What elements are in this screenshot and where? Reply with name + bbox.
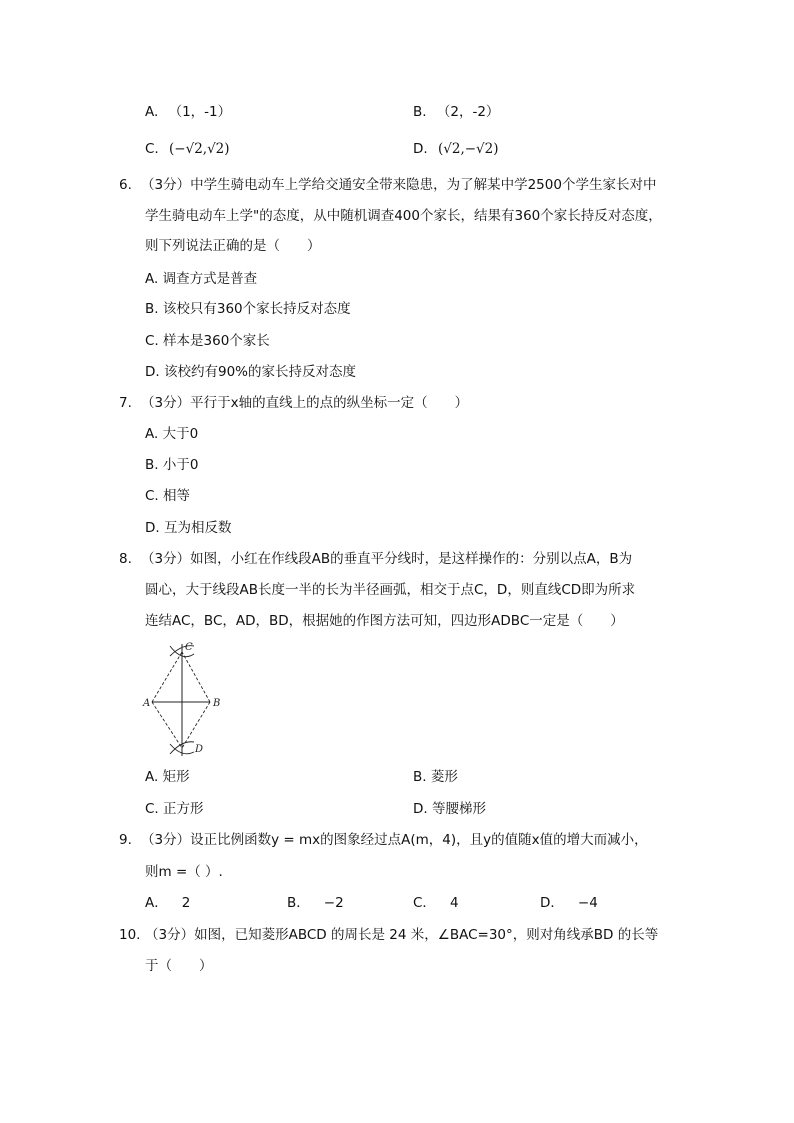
q8-stem-1: 如图，小红在作线段AB的垂直平分线时，是这样操作的：分别以点A，B为 <box>190 551 633 567</box>
q6-line-1 <box>119 175 656 195</box>
q5-option-c-math: (−√2,√2) <box>169 141 230 157</box>
q5-option-d-math: (√2,−√2) <box>437 141 499 157</box>
q10-number: 10. <box>119 927 141 943</box>
q9-option-c: C． 4 <box>413 895 459 911</box>
q9-stem-1: 设正比例函数y = mx的图象经过点A(m，4)，且y的值随x值的增大而减小， <box>190 832 648 848</box>
q7-option-d: D. 互为相反数 <box>145 520 232 536</box>
q10-stem-1: 如图，已知菱形ABCD 的周长是 24 米，∠BAC=30°，则对角线承BD 的长等 <box>194 927 659 943</box>
q8-line-2: 圆心，大于线段AB长度一半的长为半径画弧，相交于点C，D，则直线CD即为所求 <box>145 582 636 598</box>
q6-number: 6. <box>119 177 132 193</box>
q6-option-d: D. 该校约有90%的家长持反对态度 <box>145 364 356 380</box>
q8-segment-bd <box>182 702 210 748</box>
q9-line-2: 则m =（ ）. <box>145 864 223 880</box>
q8-segment-bc <box>182 652 210 702</box>
q9-score: （3分） <box>141 832 191 848</box>
q7-option-b: B. 小于0 <box>145 457 199 473</box>
q6-option-a: A. 调查方式是普查 <box>145 271 258 287</box>
q6-line-2: 学生骑电动车上学"的态度，从中随机调查400个家长，结果有360个家长持反对态度， <box>145 208 662 224</box>
q8-segment-ad <box>152 702 182 748</box>
q6-score: （3分） <box>141 177 191 193</box>
q8-number: 8. <box>119 551 132 567</box>
q7-line-1 <box>119 393 468 413</box>
q6-line-3: 则下列说法正确的是（ ） <box>145 238 321 254</box>
q8-segment-ac <box>152 652 182 702</box>
q10-line-1 <box>119 925 658 945</box>
q6-stem-1: 中学生骑电动车上学给交通安全带来隐患，为了解某中学2500个学生家长对中 <box>190 177 657 193</box>
q8-option-a: A. 矩形 <box>145 769 190 785</box>
q8-option-c: C. 正方形 <box>145 801 204 817</box>
q8-label-c: C <box>185 642 193 653</box>
q6-option-c: C. 样本是360个家长 <box>145 333 270 349</box>
q9-option-d: D． −4 <box>540 895 598 911</box>
q10-line-2: 于（ ） <box>145 958 213 974</box>
q7-number: 7. <box>119 395 132 411</box>
q5-option-d: D. (√2,−√2) <box>413 141 499 157</box>
q8-label-b: B <box>213 698 221 709</box>
q8-line-3: 连结AC，BC，AD，BD，根据她的作图方法可知，四边形ADBC一定是（ ） <box>145 613 624 629</box>
q5-option-c: C. (−√2,√2) <box>145 141 230 157</box>
q8-score: （3分） <box>141 551 191 567</box>
q10-score: （3分） <box>145 927 195 943</box>
q8-option-d: D. 等腰梯形 <box>413 801 486 817</box>
q8-label-d: D <box>195 744 204 755</box>
q8-figure-kite <box>140 640 230 760</box>
q9-option-b: B． −2 <box>287 895 344 911</box>
q8-option-b: B. 菱形 <box>413 769 458 785</box>
q5-option-a: A. （1，-1） <box>145 104 232 120</box>
q9-number: 9. <box>119 832 132 848</box>
q7-stem: 平行于x轴的直线上的点的纵坐标一定（ ） <box>190 395 469 411</box>
q5-option-b: B. （2，-2） <box>413 104 500 120</box>
q8-label-a: A <box>143 698 151 709</box>
q8-line-1 <box>119 549 632 569</box>
q7-score: （3分） <box>141 395 191 411</box>
q7-option-a: A. 大于0 <box>145 426 199 442</box>
q7-option-c: C. 相等 <box>145 488 191 504</box>
q9-option-a: A． 2 <box>145 895 191 911</box>
q6-option-b: B. 该校只有360个家长持反对态度 <box>145 301 351 317</box>
q9-line-1 <box>119 830 648 850</box>
